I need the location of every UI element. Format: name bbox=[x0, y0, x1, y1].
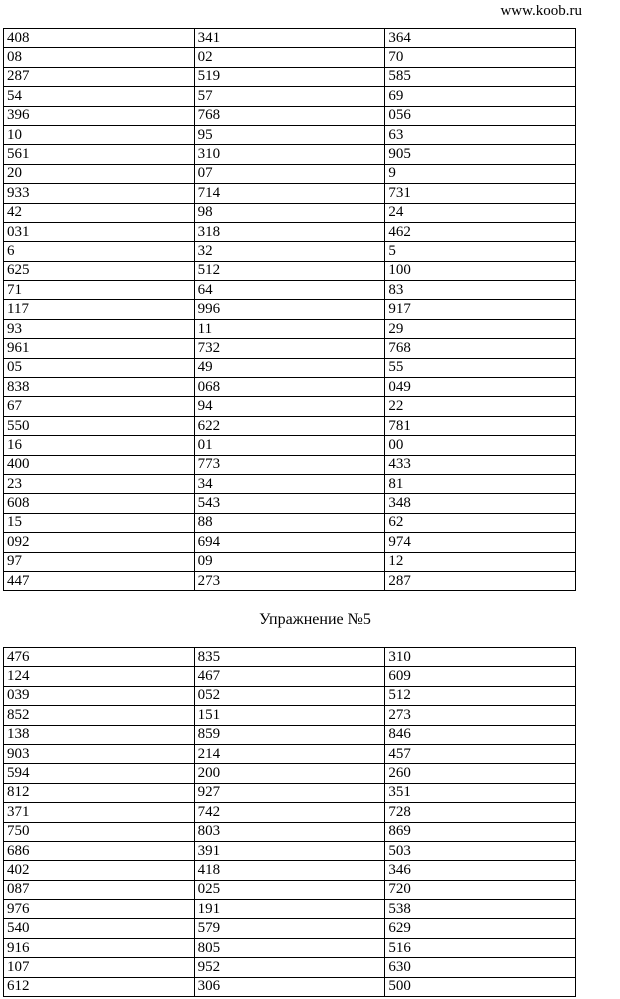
table-cell: 34 bbox=[194, 474, 385, 493]
table-cell: 07 bbox=[194, 164, 385, 183]
table-row bbox=[4, 919, 576, 938]
table-cell: 396 bbox=[4, 106, 195, 125]
table-cell: 5 bbox=[385, 242, 576, 261]
table-cell: 67 bbox=[4, 397, 195, 416]
exercise-title: Упражнение №5 bbox=[259, 611, 371, 628]
table-cell: 69 bbox=[385, 87, 576, 106]
table-cell: 433 bbox=[385, 455, 576, 474]
table-cell: 608 bbox=[4, 494, 195, 513]
table-cell: 731 bbox=[385, 184, 576, 203]
table-cell: 447 bbox=[4, 571, 195, 590]
table-cell: 42 bbox=[4, 203, 195, 222]
table-cell: 467 bbox=[194, 667, 385, 686]
table-cell: 538 bbox=[385, 900, 576, 919]
table-cell: 720 bbox=[385, 880, 576, 899]
table-cell: 916 bbox=[4, 938, 195, 957]
table-cell: 310 bbox=[385, 648, 576, 667]
table-row bbox=[4, 87, 576, 106]
table-cell: 068 bbox=[194, 378, 385, 397]
table-cell: 260 bbox=[385, 764, 576, 783]
table-cell: 98 bbox=[194, 203, 385, 222]
table-cell: 594 bbox=[4, 764, 195, 783]
table-cell: 846 bbox=[385, 725, 576, 744]
table-row bbox=[4, 900, 576, 919]
table-row bbox=[4, 783, 576, 802]
table-cell: 02 bbox=[194, 48, 385, 67]
table-row bbox=[4, 106, 576, 125]
table-cell: 81 bbox=[385, 474, 576, 493]
table-row bbox=[4, 533, 576, 552]
table-cell: 95 bbox=[194, 125, 385, 144]
table-cell: 732 bbox=[194, 339, 385, 358]
table-cell: 049 bbox=[385, 378, 576, 397]
table-cell: 927 bbox=[194, 783, 385, 802]
table-cell: 54 bbox=[4, 87, 195, 106]
table-row bbox=[4, 474, 576, 493]
table-cell: 408 bbox=[4, 29, 195, 48]
number-table-2 bbox=[3, 647, 576, 997]
table-cell: 29 bbox=[385, 319, 576, 338]
site-url: www.koob.ru bbox=[500, 3, 582, 19]
table-row bbox=[4, 242, 576, 261]
table-cell: 9 bbox=[385, 164, 576, 183]
table-cell: 952 bbox=[194, 958, 385, 977]
table-cell: 031 bbox=[4, 222, 195, 241]
table-cell: 107 bbox=[4, 958, 195, 977]
table-cell: 10 bbox=[4, 125, 195, 144]
table-cell: 64 bbox=[194, 281, 385, 300]
table-cell: 025 bbox=[194, 880, 385, 899]
table-cell: 49 bbox=[194, 358, 385, 377]
table-row bbox=[4, 571, 576, 590]
table-cell: 364 bbox=[385, 29, 576, 48]
table-cell: 686 bbox=[4, 841, 195, 860]
table-row bbox=[4, 436, 576, 455]
table-cell: 287 bbox=[385, 571, 576, 590]
table-cell: 24 bbox=[385, 203, 576, 222]
table-cell: 974 bbox=[385, 533, 576, 552]
table-cell: 09 bbox=[194, 552, 385, 571]
table-cell: 15 bbox=[4, 513, 195, 532]
table-cell: 55 bbox=[385, 358, 576, 377]
table-row bbox=[4, 648, 576, 667]
table-cell: 630 bbox=[385, 958, 576, 977]
table-cell: 516 bbox=[385, 938, 576, 957]
table-row bbox=[4, 744, 576, 763]
table-cell: 996 bbox=[194, 300, 385, 319]
table-cell: 00 bbox=[385, 436, 576, 455]
table-row bbox=[4, 706, 576, 725]
table-cell: 273 bbox=[385, 706, 576, 725]
table-cell: 728 bbox=[385, 803, 576, 822]
table-cell: 214 bbox=[194, 744, 385, 763]
number-table-2-body bbox=[4, 648, 576, 997]
table-row bbox=[4, 667, 576, 686]
table-row bbox=[4, 222, 576, 241]
table-row bbox=[4, 552, 576, 571]
table-cell: 117 bbox=[4, 300, 195, 319]
table-cell: 310 bbox=[194, 145, 385, 164]
table-cell: 70 bbox=[385, 48, 576, 67]
table-cell: 852 bbox=[4, 706, 195, 725]
table-cell: 859 bbox=[194, 725, 385, 744]
table-cell: 6 bbox=[4, 242, 195, 261]
table-cell: 01 bbox=[194, 436, 385, 455]
table-cell: 540 bbox=[4, 919, 195, 938]
table-cell: 151 bbox=[194, 706, 385, 725]
table-cell: 418 bbox=[194, 861, 385, 880]
table-cell: 371 bbox=[4, 803, 195, 822]
table-row bbox=[4, 261, 576, 280]
table-cell: 08 bbox=[4, 48, 195, 67]
table-cell: 052 bbox=[194, 686, 385, 705]
table-cell: 512 bbox=[194, 261, 385, 280]
number-table-1 bbox=[3, 28, 576, 591]
table-cell: 124 bbox=[4, 667, 195, 686]
table-cell: 714 bbox=[194, 184, 385, 203]
table-cell: 94 bbox=[194, 397, 385, 416]
table-cell: 056 bbox=[385, 106, 576, 125]
table-row bbox=[4, 455, 576, 474]
table-row bbox=[4, 300, 576, 319]
table-cell: 543 bbox=[194, 494, 385, 513]
table-cell: 903 bbox=[4, 744, 195, 763]
table-cell: 97 bbox=[4, 552, 195, 571]
table-cell: 306 bbox=[194, 977, 385, 996]
table-cell: 768 bbox=[194, 106, 385, 125]
table-row bbox=[4, 880, 576, 899]
table-row bbox=[4, 67, 576, 86]
table-cell: 457 bbox=[385, 744, 576, 763]
table-cell: 93 bbox=[4, 319, 195, 338]
table-cell: 391 bbox=[194, 841, 385, 860]
table-row bbox=[4, 977, 576, 996]
table-row bbox=[4, 725, 576, 744]
table-cell: 318 bbox=[194, 222, 385, 241]
table-cell: 768 bbox=[385, 339, 576, 358]
table-cell: 622 bbox=[194, 416, 385, 435]
table-row bbox=[4, 145, 576, 164]
table-cell: 503 bbox=[385, 841, 576, 860]
table-cell: 71 bbox=[4, 281, 195, 300]
table-row bbox=[4, 358, 576, 377]
table-cell: 742 bbox=[194, 803, 385, 822]
table-row bbox=[4, 29, 576, 48]
table-row bbox=[4, 861, 576, 880]
table-cell: 346 bbox=[385, 861, 576, 880]
table-cell: 961 bbox=[4, 339, 195, 358]
table-row bbox=[4, 378, 576, 397]
table-cell: 62 bbox=[385, 513, 576, 532]
table-cell: 092 bbox=[4, 533, 195, 552]
table-row bbox=[4, 164, 576, 183]
table-row bbox=[4, 803, 576, 822]
table-cell: 512 bbox=[385, 686, 576, 705]
table-row bbox=[4, 203, 576, 222]
table-cell: 805 bbox=[194, 938, 385, 957]
table-cell: 087 bbox=[4, 880, 195, 899]
table-cell: 400 bbox=[4, 455, 195, 474]
table-cell: 63 bbox=[385, 125, 576, 144]
table-cell: 835 bbox=[194, 648, 385, 667]
table-cell: 138 bbox=[4, 725, 195, 744]
table-cell: 351 bbox=[385, 783, 576, 802]
table-cell: 812 bbox=[4, 783, 195, 802]
table-row bbox=[4, 416, 576, 435]
table-row bbox=[4, 841, 576, 860]
table-row bbox=[4, 339, 576, 358]
table-cell: 803 bbox=[194, 822, 385, 841]
number-table-1-body bbox=[4, 29, 576, 591]
table-cell: 341 bbox=[194, 29, 385, 48]
table-row bbox=[4, 822, 576, 841]
table-cell: 561 bbox=[4, 145, 195, 164]
table-cell: 348 bbox=[385, 494, 576, 513]
table-cell: 500 bbox=[385, 977, 576, 996]
table-cell: 402 bbox=[4, 861, 195, 880]
table-cell: 287 bbox=[4, 67, 195, 86]
table-cell: 612 bbox=[4, 977, 195, 996]
table-row bbox=[4, 958, 576, 977]
table-row bbox=[4, 397, 576, 416]
table-row bbox=[4, 686, 576, 705]
table-cell: 579 bbox=[194, 919, 385, 938]
table-cell: 20 bbox=[4, 164, 195, 183]
table-cell: 976 bbox=[4, 900, 195, 919]
table-cell: 05 bbox=[4, 358, 195, 377]
table-cell: 039 bbox=[4, 686, 195, 705]
table-cell: 905 bbox=[385, 145, 576, 164]
table-cell: 57 bbox=[194, 87, 385, 106]
table-cell: 83 bbox=[385, 281, 576, 300]
table-cell: 462 bbox=[385, 222, 576, 241]
table-cell: 23 bbox=[4, 474, 195, 493]
table-cell: 519 bbox=[194, 67, 385, 86]
table-cell: 773 bbox=[194, 455, 385, 474]
table-cell: 22 bbox=[385, 397, 576, 416]
table-cell: 32 bbox=[194, 242, 385, 261]
table-row bbox=[4, 938, 576, 957]
table-cell: 625 bbox=[4, 261, 195, 280]
table-row bbox=[4, 48, 576, 67]
table-cell: 750 bbox=[4, 822, 195, 841]
table-cell: 609 bbox=[385, 667, 576, 686]
table-cell: 933 bbox=[4, 184, 195, 203]
table-row bbox=[4, 281, 576, 300]
table-cell: 11 bbox=[194, 319, 385, 338]
table-cell: 917 bbox=[385, 300, 576, 319]
table-cell: 694 bbox=[194, 533, 385, 552]
table-cell: 869 bbox=[385, 822, 576, 841]
table-cell: 476 bbox=[4, 648, 195, 667]
table-row bbox=[4, 319, 576, 338]
table-cell: 191 bbox=[194, 900, 385, 919]
table-row bbox=[4, 764, 576, 783]
table-cell: 88 bbox=[194, 513, 385, 532]
table-cell: 12 bbox=[385, 552, 576, 571]
table-cell: 781 bbox=[385, 416, 576, 435]
table-row bbox=[4, 494, 576, 513]
table-cell: 629 bbox=[385, 919, 576, 938]
table-cell: 273 bbox=[194, 571, 385, 590]
table-cell: 838 bbox=[4, 378, 195, 397]
table-row bbox=[4, 184, 576, 203]
table-cell: 100 bbox=[385, 261, 576, 280]
table-cell: 550 bbox=[4, 416, 195, 435]
table-row bbox=[4, 125, 576, 144]
table-row bbox=[4, 513, 576, 532]
table-cell: 200 bbox=[194, 764, 385, 783]
table-cell: 16 bbox=[4, 436, 195, 455]
table-cell: 585 bbox=[385, 67, 576, 86]
